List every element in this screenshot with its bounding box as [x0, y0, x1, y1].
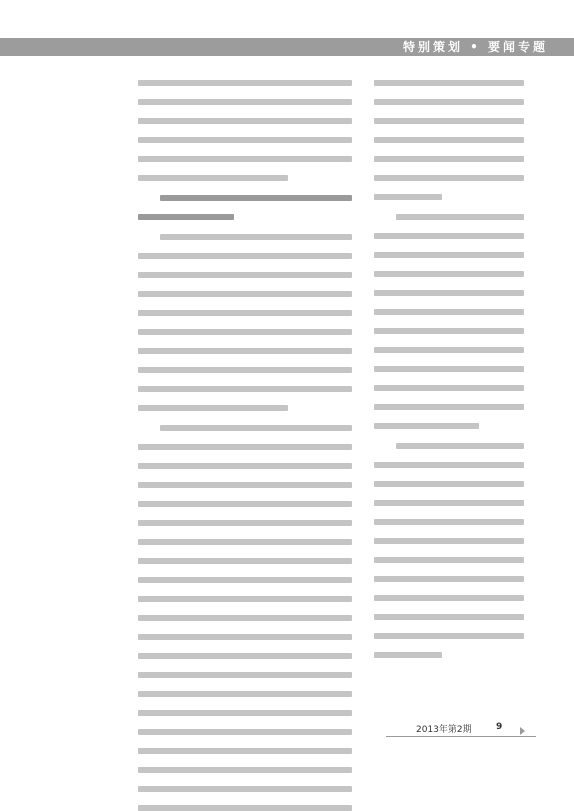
- text-column-left: [138, 80, 352, 680]
- section-title: 特别策划 • 要闻专题: [402, 40, 548, 54]
- arrow-icon: [520, 727, 525, 735]
- issue-label: 2013年第2期: [416, 725, 472, 735]
- paragraph: [374, 443, 524, 658]
- text-column-right: [374, 80, 524, 580]
- paragraph: [374, 80, 524, 200]
- page-footer: [0, 722, 574, 762]
- paragraph-emphasis: [138, 195, 352, 220]
- page-number: 9: [496, 722, 503, 732]
- section-header-band: [0, 38, 574, 56]
- paragraph: [374, 214, 524, 429]
- footer-rule: [386, 736, 536, 737]
- paragraph: [138, 80, 352, 181]
- paragraph: [138, 234, 352, 411]
